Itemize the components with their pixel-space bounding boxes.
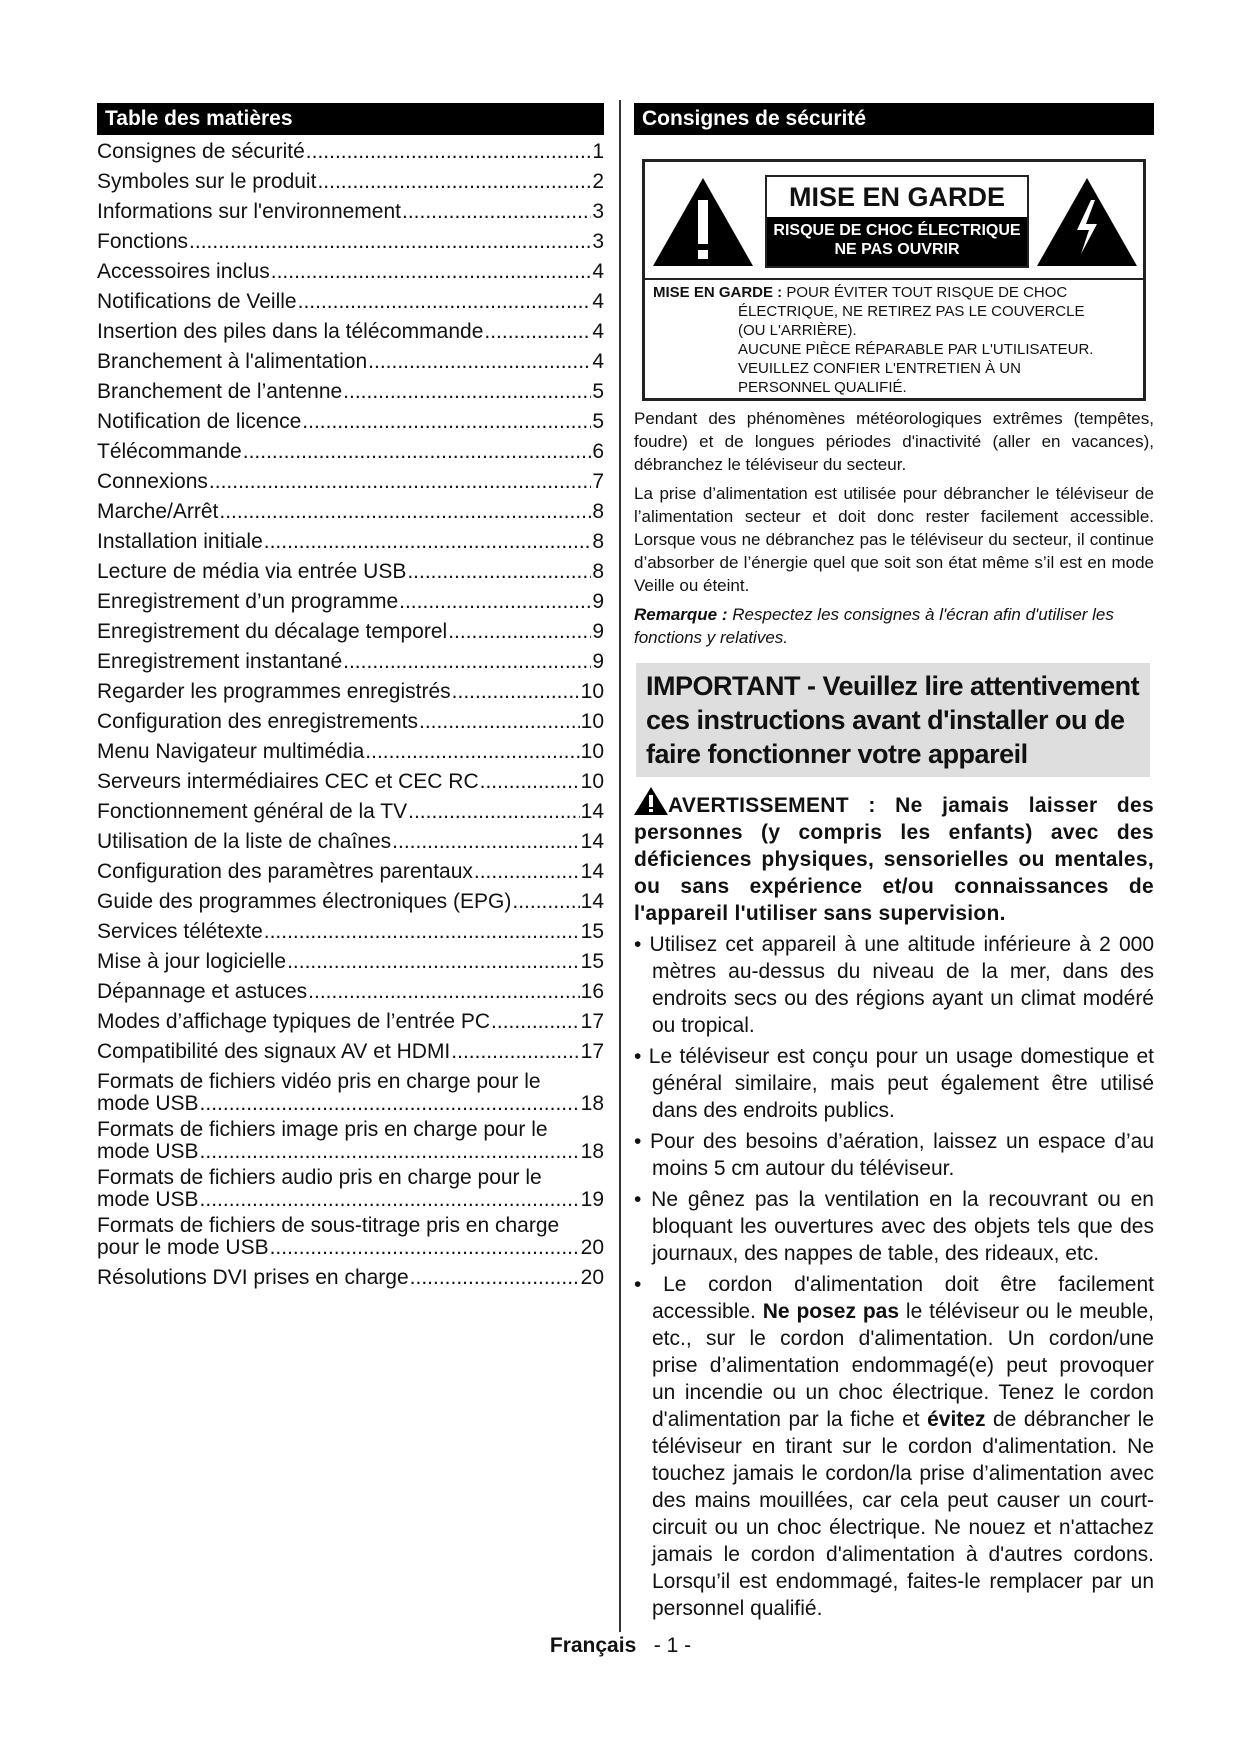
caution-sub1: RISQUE DE CHOC ÉLECTRIQUE <box>773 222 1021 239</box>
toc-entry-label2: mode USB <box>97 1092 199 1115</box>
toc-page: 14 <box>580 890 604 913</box>
caution-line: AUCUNE PIÈCE RÉPARABLE PAR L'UTILISATEUR. <box>738 341 1094 358</box>
toc-entry[interactable] <box>97 1119 604 1163</box>
important-banner: IMPORTANT - Veuillez lire attentivement ces instructions avant d'installer ou de faire fonctionner votre appareil <box>636 663 1150 777</box>
toc-leader <box>317 167 591 197</box>
toc-entry-label: Branchement de l’antenne <box>97 380 343 403</box>
bullet-item: • Utilisez cet appareil à une altitude inférieure à 2 000 mètres au-dessus du niveau de la mer, dans des endroits secs ou des régions ayant un climat modéré ou tropical. <box>634 933 1154 1037</box>
toc-entry-label: Menu Navigateur multimédia <box>97 740 365 763</box>
caution-line: VEUILLEZ CONFIER L'ENTRETIEN À UN <box>738 360 1021 377</box>
warning-text: AVERTISSEMENT : Ne jamais laisser des personnes (y compris les enfants) avec des déficiences physiques, sensorielles ou mentales, ou sans expérience et/ou connaissances de l'appareil l'utiliser sans supervision. <box>634 794 1154 925</box>
toc-list <box>97 137 604 1293</box>
toc-entry-label: Consignes de sécurité <box>97 140 305 163</box>
toc-entry[interactable] <box>97 587 604 617</box>
toc-leader <box>419 707 580 737</box>
toc-entry[interactable] <box>97 977 604 1007</box>
toc-entry-label2: pour le mode USB <box>97 1236 269 1259</box>
toc-leader <box>407 557 591 587</box>
toc-leader <box>343 377 591 407</box>
toc-leader <box>209 467 591 497</box>
toc-entry-label: Guide des programmes électroniques (EPG) <box>97 890 512 913</box>
toc-page: 15 <box>580 950 604 973</box>
toc-leader <box>512 887 579 917</box>
toc-leader <box>219 497 591 527</box>
toc-page: 6 <box>592 440 604 463</box>
toc-entry-label: Symboles sur le produit <box>97 170 317 193</box>
toc-entry-label: Regarder les programmes enregistrés <box>97 680 451 703</box>
safety-bullets <box>634 931 1154 1267</box>
toc-page: 4 <box>592 320 604 343</box>
toc-entry-label: Notification de licence <box>97 410 302 433</box>
bullet-text: Ne gênez pas la ventilation en la recouvrant ou en bloquant les ouvertures avec des objets tels que des journaux, des nappes de table, des rideaux, etc. <box>651 1188 1154 1265</box>
toc-entry[interactable] <box>97 347 604 377</box>
toc-entry-label2: mode USB <box>97 1140 199 1163</box>
toc-entry[interactable] <box>97 1263 604 1293</box>
toc-leader <box>264 917 580 947</box>
bullet-text: Pour des besoins d’aération, laissez un espace d’au moins 5 cm autour du téléviseur. <box>649 1130 1154 1180</box>
toc-leader <box>451 1037 579 1067</box>
toc-page: 4 <box>592 290 604 313</box>
toc-entry[interactable] <box>97 827 604 857</box>
toc-leader <box>200 1189 580 1211</box>
toc-entry-label: Fonctions <box>97 230 189 253</box>
page-footer <box>0 1634 1241 1658</box>
toc-entry[interactable] <box>97 1071 604 1115</box>
page-number: - 1 - <box>653 1634 692 1657</box>
toc-entry[interactable] <box>97 407 604 437</box>
bullet-text: Le cordon d'alimentation doit être facilement accessible. <box>652 1273 1155 1323</box>
toc-entry[interactable] <box>97 437 604 467</box>
warning-paragraph <box>634 787 1154 927</box>
toc-title: Table des matières <box>97 103 604 135</box>
toc-leader <box>200 1093 580 1115</box>
caution-sub2: NE PAS OUVRIR <box>834 241 960 258</box>
toc-entry-label: Mise à jour logicielle <box>97 950 287 973</box>
toc-page: 7 <box>592 470 604 493</box>
bullet-text: de débrancher le téléviseur en tirant sur le cordon d'alimentation. Ne touchez jamais le cordon/la prise d’alimentation avec des mains mouillées, car cela peut causer un court-circuit ou un choc électrique. Ne nouez et n'attachez jamais le cordon d'alimentation à d'autres cordons. Lorsqu’il est endommagé, faites-le remplacer par un personnel qualifié. <box>652 1408 1154 1620</box>
toc-entry-label: Formats de fichiers audio pris en charge pour le <box>97 1166 542 1189</box>
toc-entry[interactable] <box>97 197 604 227</box>
toc-entry-label: Formats de fichiers vidéo pris en charge pour le <box>97 1070 541 1093</box>
toc-leader <box>368 347 591 377</box>
toc-entry-label: Modes d’affichage typiques de l’entrée PC <box>97 1010 491 1033</box>
toc-entry[interactable] <box>97 647 604 677</box>
safety-column <box>634 103 1154 1622</box>
bullet-item: • Le téléviseur est conçu pour un usage domestique et général similaire, mais peut également être utilisé dans des endroits publics. <box>634 1045 1154 1122</box>
bullet-item: • Ne gênez pas la ventilation en la recouvrant ou en bloquant les ouvertures avec des objets tels que des journaux, des nappes de table, des rideaux, etc. <box>634 1188 1154 1265</box>
toc-leader <box>491 1007 580 1037</box>
toc-entry[interactable] <box>97 167 604 197</box>
note <box>634 603 1154 649</box>
toc-leader <box>452 677 580 707</box>
note-label: Remarque : <box>634 605 728 624</box>
toc-page: 15 <box>580 920 604 943</box>
column-divider <box>619 100 621 1632</box>
toc-entry-label: Dépannage et astuces <box>97 980 308 1003</box>
toc-leader <box>402 197 591 227</box>
toc-entry[interactable] <box>97 677 604 707</box>
toc-entry[interactable] <box>97 1037 604 1067</box>
toc-entry-label: Installation initiale <box>97 530 263 553</box>
toc-leader <box>480 767 580 797</box>
caution-label: MISE EN GARDE : <box>653 284 783 301</box>
weather-paragraph: Pendant des phénomènes météorologiques extrêmes (tempêtes, foudre) et de longues périodes d'inactivité (aller en vacances), débranchez le téléviseur du secteur. <box>634 409 1154 474</box>
toc-leader <box>287 947 580 977</box>
toc-entry[interactable] <box>97 887 604 917</box>
toc-page: 18 <box>580 1092 604 1115</box>
bullet-bold: Ne posez pas <box>762 1300 900 1323</box>
toc-entry-label: Accessoires inclus <box>97 260 270 283</box>
toc-entry[interactable] <box>97 467 604 497</box>
toc-entry-label: Branchement à l'alimentation <box>97 350 368 373</box>
toc-leader <box>306 137 592 167</box>
toc-entry[interactable] <box>97 497 604 527</box>
toc-page: 2 <box>592 170 604 193</box>
toc-entry-label: Lecture de média via entrée USB <box>97 560 407 583</box>
toc-entry-label: Serveurs intermédiaires CEC et CEC RC <box>97 770 479 793</box>
bullet-text: Utilisez cet appareil à une altitude inférieure à 2 000 mètres au-dessus du niveau de la mer, dans des endroits secs ou des régions ayant un climat modéré ou tropical. <box>649 933 1154 1037</box>
toc-entry-label: Services télétexte <box>97 920 263 943</box>
toc-leader <box>343 647 591 677</box>
toc-entry[interactable] <box>97 1167 604 1211</box>
note-text: Respectez les consignes à l'écran afin d'utiliser les fonctions y relatives. <box>634 605 1114 647</box>
toc-entry-label: Formats de fichiers de sous-titrage pris en charge <box>97 1214 560 1237</box>
toc-page: 14 <box>580 800 604 823</box>
toc-entry[interactable] <box>97 917 604 947</box>
toc-entry-label: Télécommande <box>97 440 242 463</box>
toc-entry[interactable] <box>97 557 604 587</box>
toc-entry[interactable] <box>97 227 604 257</box>
toc-page: 14 <box>580 860 604 883</box>
toc-page: 3 <box>592 230 604 253</box>
caution-header <box>765 175 1029 268</box>
toc-entry[interactable] <box>97 797 604 827</box>
caution-label-box <box>642 159 1146 401</box>
toc-entry[interactable] <box>97 767 604 797</box>
toc-page: 17 <box>580 1010 604 1033</box>
toc-leader <box>270 1237 580 1259</box>
toc-page: 4 <box>592 260 604 283</box>
toc-leader <box>484 317 591 347</box>
toc-page: 16 <box>580 980 604 1003</box>
toc-page: 8 <box>592 560 604 583</box>
toc-entry-label: Configuration des enregistrements <box>97 710 419 733</box>
toc-leader <box>298 287 592 317</box>
toc-leader <box>264 527 592 557</box>
toc-entry[interactable] <box>97 1215 604 1259</box>
bullet-text: Le téléviseur est conçu pour un usage domestique et général similaire, mais peut également être utilisé dans des endroits publics. <box>648 1045 1154 1122</box>
bullet-text: le téléviseur ou le meuble, etc., sur le cordon d'alimentation. Un cordon/une prise d’alimentation endommagé(e) peut provoquer un incendie ou un choc électrique. Tenez le cordon d'alimentation par la fiche et <box>652 1300 1154 1431</box>
toc-entry[interactable] <box>97 137 604 167</box>
toc-page: 1 <box>592 140 604 163</box>
toc-entry[interactable] <box>97 527 604 557</box>
toc-page: 17 <box>580 1040 604 1063</box>
bullet-item: • Pour des besoins d’aération, laissez un espace d’au moins 5 cm autour du téléviseur. <box>634 1130 1154 1180</box>
toc-page: 8 <box>592 500 604 523</box>
toc-page: 10 <box>580 740 604 763</box>
toc-leader <box>408 797 580 827</box>
toc-leader <box>474 857 580 887</box>
toc-entry[interactable] <box>97 737 604 767</box>
toc-page: 8 <box>592 530 604 553</box>
toc-leader <box>392 827 579 857</box>
safety-title: Consignes de sécurité <box>634 103 1154 135</box>
footer-language: Français <box>549 1634 637 1657</box>
toc-entry[interactable] <box>97 377 604 407</box>
toc-entry-label: Notifications de Veille <box>97 290 297 313</box>
caution-line: POUR ÉVITER TOUT RISQUE DE CHOC <box>786 284 1068 301</box>
toc-entry-label: Informations sur l'environnement <box>97 200 401 223</box>
toc-entry-label: Enregistrement du décalage temporel <box>97 620 448 643</box>
toc-entry-label: Marche/Arrêt <box>97 500 219 523</box>
toc-entry-label: Compatibilité des signaux AV et HDMI <box>97 1040 451 1063</box>
toc-entry-label: Formats de fichiers image pris en charge pour le <box>97 1118 548 1141</box>
toc-entry[interactable] <box>97 857 604 887</box>
caution-text <box>645 280 1143 400</box>
toc-page: 4 <box>592 350 604 373</box>
toc-leader <box>410 1263 580 1293</box>
toc-page: 14 <box>580 830 604 853</box>
toc-page: 9 <box>592 650 604 673</box>
toc-entry-label: Enregistrement instantané <box>97 650 343 673</box>
toc-entry-label: Utilisation de la liste de chaînes <box>97 830 392 853</box>
toc-leader <box>302 407 591 437</box>
toc-column <box>97 103 604 1293</box>
caution-title: MISE EN GARDE <box>788 182 1006 212</box>
toc-entry[interactable] <box>97 1007 604 1037</box>
toc-page: 10 <box>580 680 604 703</box>
caution-line: ÉLECTRIQUE, NE RETIREZ PAS LE COUVERCLE <box>738 303 1085 320</box>
bullet-bold: évitez <box>927 1408 986 1431</box>
toc-page: 18 <box>580 1140 604 1163</box>
toc-page: 20 <box>580 1236 604 1259</box>
lightning-warning-icon <box>1037 178 1137 266</box>
toc-entry[interactable] <box>97 617 604 647</box>
bullet-item: • Le cordon d'alimentation doit être facilement accessible. Ne posez pas le téléviseur ou le meuble, etc., sur le cordon d'alimentation. Un cordon/une prise d’alimentation endommagé(e) peut provoquer un incendie ou un choc électrique. Tenez le cordon d'alimentation par la fiche et évitez de débrancher le téléviseur en tirant sur le cordon d'alimentation. Ne touchez jamais le cordon/la prise d’alimentation avec des mains mouillées, car cela peut causer un court-circuit ou un choc électrique. Ne nouez et n'attachez jamais le cordon d'alimentation à d'autres cordons. Lorsqu’il est endommagé, faites-le remplacer par un personnel qualifié. <box>634 1273 1155 1620</box>
toc-page: 3 <box>592 200 604 223</box>
toc-page: 10 <box>580 770 604 793</box>
toc-entry[interactable] <box>97 707 604 737</box>
toc-entry[interactable] <box>97 287 604 317</box>
warning-triangle-icon <box>634 787 668 815</box>
toc-leader <box>308 977 579 1007</box>
exclamation-warning-icon <box>653 178 753 266</box>
toc-page: 19 <box>580 1188 604 1211</box>
toc-leader <box>200 1141 580 1163</box>
toc-leader <box>365 737 579 767</box>
toc-page: 10 <box>580 710 604 733</box>
toc-leader <box>189 227 591 257</box>
toc-entry-label: Enregistrement d’un programme <box>97 590 399 613</box>
toc-leader <box>448 617 591 647</box>
toc-entry-label: Configuration des paramètres parentaux <box>97 860 473 883</box>
caution-line: PERSONNEL QUALIFIÉ. <box>738 379 907 396</box>
toc-entry[interactable] <box>97 947 604 977</box>
toc-page: 9 <box>592 620 604 643</box>
toc-page: 5 <box>592 380 604 403</box>
toc-leader <box>399 587 591 617</box>
toc-entry-label2: mode USB <box>97 1188 199 1211</box>
toc-page: 20 <box>580 1266 604 1289</box>
toc-entry-label: Résolutions DVI prises en charge <box>97 1266 409 1289</box>
toc-entry[interactable] <box>97 257 604 287</box>
power-plug-paragraph: La prise d’alimentation est utilisée pour débrancher le téléviseur de l’alimentation secteur et doit donc rester facilement accessible. Lorsque vous ne débranchez pas le téléviseur du secteur, il continue d’absorber de l’énergie quel que soit son état même s’il est en mode Veille ou éteint. <box>634 484 1154 595</box>
toc-entry-label: Fonctionnement général de la TV <box>97 800 408 823</box>
caution-line: (OU L'ARRIÈRE). <box>738 322 857 339</box>
toc-entry[interactable] <box>97 317 604 347</box>
toc-page: 5 <box>592 410 604 433</box>
toc-entry-label: Connexions <box>97 470 208 493</box>
toc-leader <box>271 257 592 287</box>
toc-leader <box>243 437 592 467</box>
toc-entry-label: Insertion des piles dans la télécommande <box>97 320 484 343</box>
toc-page: 9 <box>592 590 604 613</box>
